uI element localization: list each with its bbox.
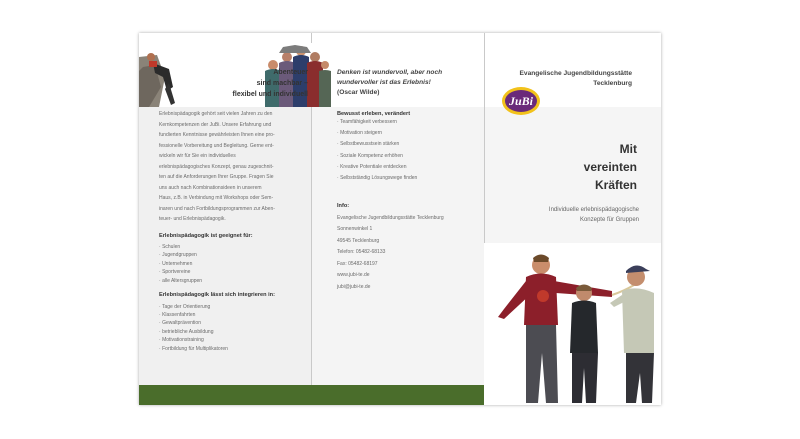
list-item: · Teamfähigkeit verbessern [337, 117, 477, 128]
body-line: teuer- und Erlebnispädagogik. [159, 216, 226, 222]
subtitle-line: Konzepte für Gruppen [579, 217, 639, 223]
quote-line: Denken ist wundervoll, aber noch [337, 69, 443, 76]
panel-headline [194, 67, 308, 100]
body-line: Kernkompetenzen der JuBi. Unsere Erfahrung und [159, 121, 272, 128]
list-item: · Tage der Orientierung [159, 303, 299, 311]
body-line: ten auf die Anforderungen Ihrer Gruppe. Fragen Sie [159, 174, 274, 180]
brochure-spread [139, 33, 661, 405]
list-item: · Klassenfahrten [159, 311, 299, 319]
list-item: · Gewaltprävention [159, 319, 299, 327]
quote-author: (Oscar Wilde) [337, 89, 380, 96]
title-line: Mit [619, 142, 637, 156]
list-item: · Jugendgruppen [159, 251, 299, 259]
list-item: · Motivation steigern [337, 128, 477, 139]
suited-heading: Erlebnispädagogik ist geeignet für: [159, 232, 253, 239]
info-line: Telefon: 05482-68133 [337, 249, 386, 255]
title-line: vereinten [583, 160, 637, 174]
list-item: · Fortbildung für Multiplikatoren [159, 345, 299, 353]
title-line: Kräften [594, 178, 637, 192]
list-item: · Soziale Kompetenz erhöhen [337, 151, 477, 162]
info-line: Fax: 05482-68197 [337, 260, 378, 267]
list-item: · Selbstständig Lösungswege finden [337, 173, 477, 184]
headline-line: sind machbar – [256, 80, 308, 87]
body-line: inaren und nach Fortbildungsprogrammen zur Aben- [159, 205, 275, 212]
aware-heading: Bewusst erleben, verändert [337, 111, 411, 117]
quote-block [337, 68, 487, 98]
website-link[interactable]: www.jubi-te.de [337, 272, 370, 278]
aware-list [337, 117, 477, 184]
team-rope-photo [484, 243, 661, 405]
quote-line: wundervoller ist das Erlebnis! [337, 79, 431, 86]
list-item: · Sportvereine [159, 268, 299, 276]
intro-text [159, 109, 299, 353]
list-item: · Selbstbewusstsein stärken [337, 139, 477, 150]
body-line: wickeln wir für Sie ein individuelles [159, 153, 236, 159]
integrate-heading: Erlebnispädagogik lässt sich integrieren in: [159, 292, 275, 299]
list-item: · Motivationstraining [159, 336, 299, 344]
list-item: · betriebliche Ausbildung [159, 328, 299, 336]
contact-info [337, 201, 477, 293]
org-line: Tecklenburg [593, 80, 632, 87]
list-item: · Kreative Potentiale entdecken [337, 162, 477, 173]
climbing-photo [139, 47, 181, 107]
org-line: Evangelische Jugendbildungsstätte [519, 70, 632, 77]
aware-section [337, 111, 477, 184]
info-line: Evangelische Jugendbildungsstätte Tecklenburg [337, 214, 444, 221]
headline-line: Abenteuer [273, 69, 308, 76]
body-line: erlebnispädagogisches Konzept, genau zugeschnit- [159, 163, 274, 170]
list-item: · alle Altersgruppen [159, 277, 299, 285]
headline-line: flexibel und individuell [232, 91, 308, 98]
logo-text: JuBi [508, 94, 534, 108]
info-line: Sonnenwinkel 1 [337, 226, 373, 232]
body-line: fundierten Kenntnisse gewährleisten Ihnen eine pro- [159, 132, 275, 138]
list-item: · Unternehmen [159, 260, 299, 268]
subtitle-line: Individuelle erlebnispädagogische [548, 207, 639, 213]
cover-subtitle [511, 205, 639, 225]
body-line: Erlebnispädagogik gehört seit vielen Jahren zu den [159, 111, 273, 117]
integrate-list [159, 303, 299, 353]
jubi-logo [501, 83, 541, 117]
body-line: uns auch nach Kombinationsideen in unserem [159, 184, 262, 191]
green-footer-bar [139, 385, 485, 405]
body-line: fessionelle Vorbereitung und Begleitung. Gerne ent- [159, 142, 274, 149]
suited-list [159, 243, 299, 285]
info-line: 49545 Tecklenburg [337, 237, 380, 244]
cover-title [519, 140, 637, 194]
body-line: Haus, z.B. in Verbindung mit Workshops oder Sem- [159, 195, 274, 201]
list-item: · Schulen [159, 243, 299, 251]
email-link[interactable]: jubi@jubi-te.de [337, 283, 371, 290]
info-heading: Info: [337, 203, 350, 209]
